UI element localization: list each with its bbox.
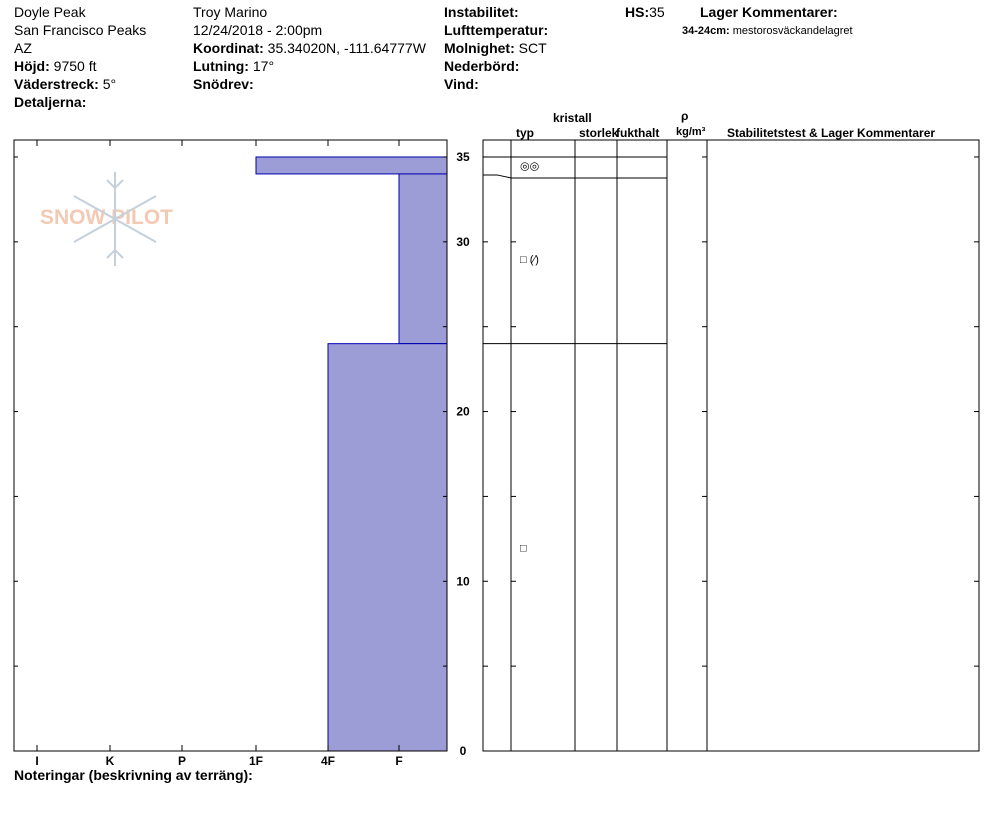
col-type-label: typ [516, 126, 534, 140]
state-name: AZ [14, 40, 32, 56]
hardness-tick-label-I: I [35, 754, 39, 768]
aspect-value: 5° [102, 76, 117, 92]
elevation-value: 9750 ft [53, 58, 97, 74]
layer-comment-range: 34-24cm: [682, 25, 730, 37]
observation-datetime: 12/24/2018 - 2:00pm [193, 22, 323, 38]
wind-label: Vind: [444, 76, 479, 92]
observer-name: Troy Marino [193, 4, 268, 20]
col-size-label: storlek [579, 126, 619, 140]
depth-tick-label-30: 30 [456, 234, 470, 249]
depth-tick-label-20: 20 [456, 404, 470, 419]
coordinates-value: 35.34020N, -111.64777W [267, 40, 426, 56]
hardness-tick-label-P: P [177, 754, 187, 768]
col-density-unit: kg/m³ [676, 126, 706, 138]
aspect-label: Väderstreck: [14, 76, 99, 92]
hardness-tick-label-4F: 4F [320, 754, 336, 768]
instability-label: Instabilitet: [444, 4, 519, 20]
col-crystal-label: kristall [553, 111, 592, 125]
col-moisture-label: fukthalt [616, 126, 660, 140]
depth-tick-label-0: 0 [459, 744, 467, 758]
depth-tick-label-35: 35 [456, 149, 470, 164]
layer-comments-label: Lager Kommentarer: [700, 4, 838, 20]
layer-table-frame [483, 140, 979, 751]
air-temp-label: Lufttemperatur: [444, 22, 549, 38]
slope-value: 17° [252, 58, 275, 74]
hardness-bar-1 [399, 174, 447, 344]
sky-label: Molnighet: [444, 40, 515, 56]
slope-label: Lutning: [193, 58, 249, 74]
snowpilot-logo: SNOW PILOT [40, 206, 173, 229]
coordinates-label: Koordinat: [193, 40, 264, 56]
layer-comment-text: mestorosväckandelagret [732, 25, 853, 37]
sky-value: SCT [518, 40, 547, 56]
range-name: San Francisco Peaks [14, 22, 147, 38]
hardness-tick-label-1F: 1F [248, 754, 264, 768]
col-rho-label: ρ [681, 109, 689, 123]
grain-symbol-2: □ [520, 542, 527, 555]
precip-label: Nederbörd: [444, 58, 520, 74]
grain-symbol-0: ◎◎ [520, 160, 540, 173]
notes-label: Noteringar (beskrivning av terräng): [14, 767, 253, 783]
depth-connector-34 [483, 175, 511, 178]
hardness-tick-label-K: K [105, 754, 115, 768]
col-stability-label: Stabilitetstest & Lager Kommentarer [727, 126, 936, 140]
hardness-bar-0 [256, 157, 447, 174]
location-name: Doyle Peak [14, 4, 86, 20]
hs-value: 35 [649, 4, 665, 20]
grain-symbol-1: □ (⁄) [520, 253, 539, 266]
details-label: Detaljerna: [14, 94, 87, 110]
hardness-tick-label-F: F [395, 754, 403, 768]
depth-tick-label-10: 10 [456, 574, 470, 589]
hs-label: HS: [625, 4, 650, 20]
wind-loading-label: Snödrev: [193, 76, 254, 92]
elevation-label: Höjd: [14, 58, 50, 74]
hardness-bar-2 [328, 344, 447, 751]
